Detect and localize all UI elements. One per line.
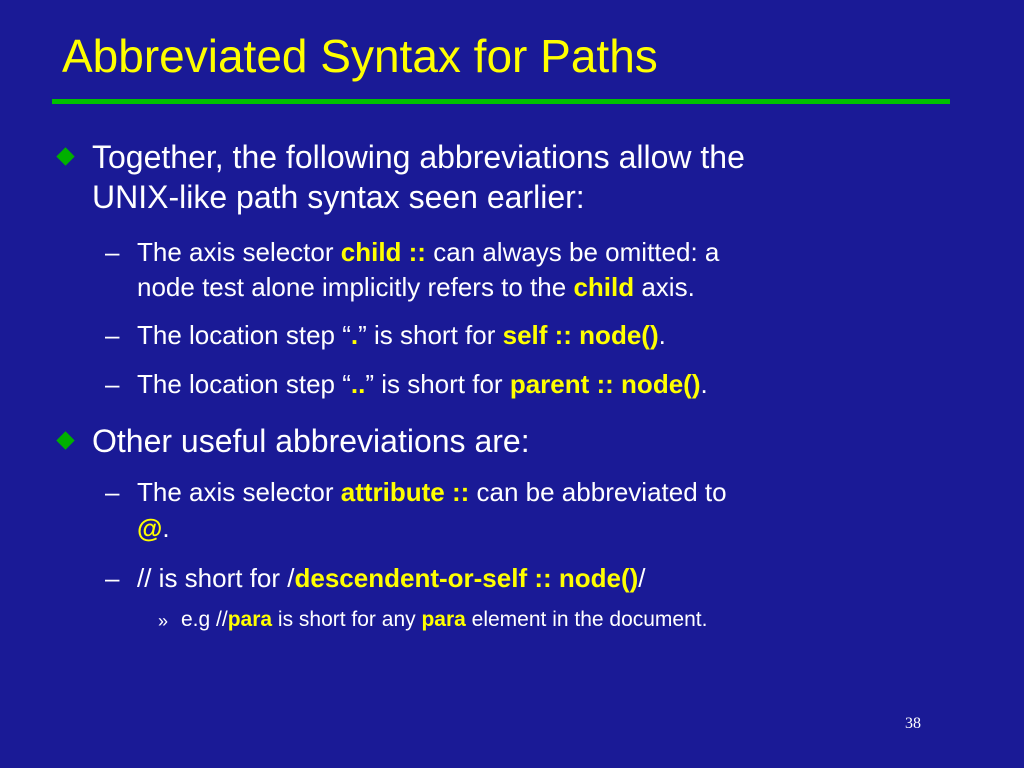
text: node test alone implicitly refers to the — [137, 272, 574, 302]
text: can be abbreviated to — [469, 477, 727, 507]
code-attribute-axis: attribute :: — [340, 477, 470, 507]
text: . — [162, 513, 170, 543]
slide-title: Abbreviated Syntax for Paths — [62, 30, 658, 82]
dash-bullet: – — [105, 320, 120, 350]
text: ” is short for — [365, 369, 510, 399]
text: // is short for / — [137, 563, 295, 593]
bullet-1-line-2: UNIX-like path syntax seen earlier: — [92, 179, 585, 215]
dash-bullet: – — [105, 563, 120, 593]
page-number: 38 — [905, 715, 921, 732]
code-at-sign: @ — [137, 513, 163, 543]
sub-bullet-3 — [137, 367, 708, 401]
sub-bullet-2 — [137, 318, 666, 352]
text: The axis selector — [137, 237, 341, 267]
text: ” is short for — [358, 320, 503, 350]
title-rule — [52, 99, 950, 104]
code-child-axis: child :: — [340, 237, 426, 267]
text: The location step “ — [137, 320, 351, 350]
bullet-2-line-1: Other useful abbreviations are: — [92, 423, 530, 459]
code-dotdot: .. — [350, 369, 366, 399]
code-para: para — [227, 608, 273, 631]
sub-sub-bullet-1 — [181, 606, 707, 634]
text: . — [700, 369, 708, 399]
code-descendent-or-self: descendent-or-self :: node() — [294, 563, 639, 593]
code-parent-node: parent :: node() — [509, 369, 701, 399]
text: is short for any — [272, 608, 422, 631]
code-para: para — [421, 608, 466, 631]
code-child: child — [573, 272, 635, 302]
right-double-angle-icon: » — [158, 611, 169, 631]
text: The location step “ — [137, 369, 351, 399]
green-diamond-icon — [56, 431, 74, 449]
text: can always be omitted: a — [425, 237, 720, 267]
sub-bullet-4-line-1 — [137, 475, 727, 509]
green-diamond-icon — [56, 147, 74, 165]
bullet-1-line-1: Together, the following abbreviations allow the — [92, 139, 745, 175]
text: element in the document. — [465, 608, 708, 631]
code-self-node: self :: node() — [502, 320, 659, 350]
sub-bullet-5 — [137, 561, 646, 595]
dash-bullet: – — [105, 237, 120, 267]
text: axis. — [634, 272, 695, 302]
text: . — [658, 320, 666, 350]
sub-bullet-4-line-2 — [137, 511, 170, 545]
code-dot: . — [350, 320, 359, 350]
dash-bullet: – — [105, 477, 120, 507]
text: e.g // — [181, 608, 228, 631]
sub-bullet-1-line-1 — [137, 235, 719, 269]
text: The axis selector — [137, 477, 341, 507]
dash-bullet: – — [105, 369, 120, 399]
sub-bullet-1-line-2 — [137, 270, 695, 304]
text: / — [638, 563, 646, 593]
